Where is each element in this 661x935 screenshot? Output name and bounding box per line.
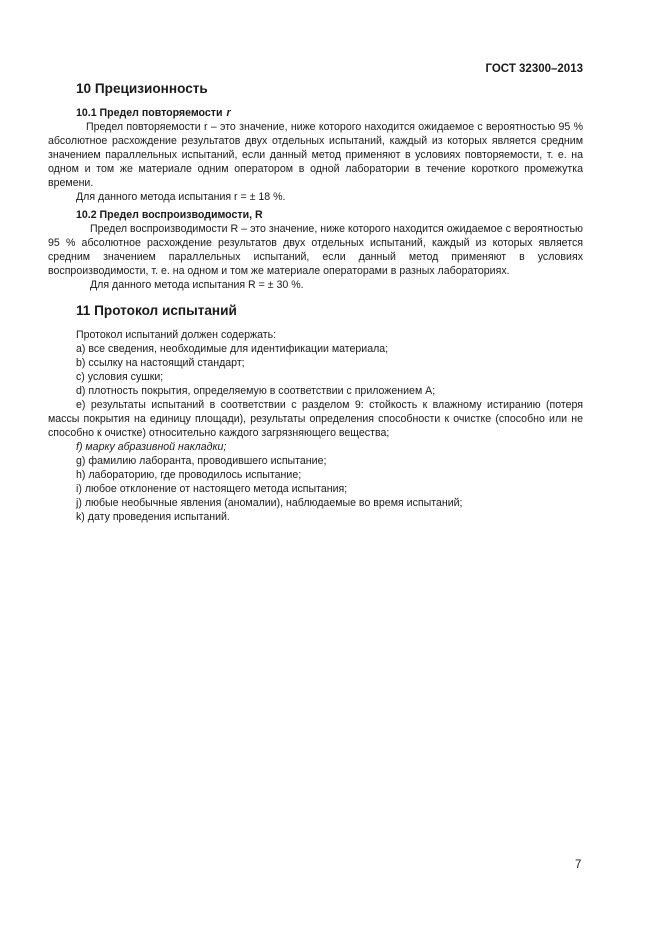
list-item: f) марку абразивной накладки; (76, 441, 227, 453)
list-item: b) ссылку на настоящий стандарт; (76, 357, 245, 369)
list-item: c) условия сушки; (76, 371, 164, 383)
list-item: e) результаты испытаний в соответствии с разделом 9: стойкость к влажному истиранию (потеря массы покрытия на единицу площади), результаты определения способности к очистке (способно или не способно к очистке) относительно каждого загрязняющего вещества; (48, 399, 583, 439)
standard-number: ГОСТ 32300–2013 (485, 63, 583, 75)
list-item: j) любые необычные явления (аномалии), наблюдаемые во время испытаний; (76, 497, 463, 509)
reproducibility-value: Для данного метода испытания R = ± 30 %. (90, 279, 304, 291)
repeatability-symbol: r (226, 107, 231, 119)
section-11-heading: 11 Протокол испытаний (76, 303, 237, 318)
section-10-1 (48, 106, 583, 204)
report-intro: Протокол испытаний должен содержать: (76, 329, 277, 341)
repeatability-value: Для данного метода испытания r = ± 18 %. (76, 191, 286, 203)
subsection-10-1-title: 10.1 Предел повторяемости (76, 107, 223, 119)
repeatability-definition: Предел повторяемости r – это значение, ниже которого находится ожидаемое с вероятностью 95 % абсолютное расхождение результатов двух отдельных испытаний, каждый из которых является средним значением параллельных испытаний, если данный метод применяют в условиях повторяемости, т. е. на одном и том же материале одним оператором в одной лаборатории в течение короткого промежутка времени. (48, 121, 583, 189)
reproducibility-definition: Предел воспроизводимости R – это значение, ниже которого находится ожидаемое с вероятностью 95 % абсолютное расхождение результатов двух отдельных испытаний, каждый из которых является средним значением параллельных испытаний, если данный метод применяют в условиях воспроизводимости, т. е. на одном и том же материале операторами в разных лабораториях. (48, 223, 583, 277)
report-contents-list (48, 328, 583, 524)
page-number: 7 (575, 859, 582, 871)
list-item: d) плотность покрытия, определяемую в соответствии с приложением А; (76, 385, 436, 397)
subsection-10-1-heading (76, 106, 583, 120)
section-10-heading: 10 Прецизионность (76, 81, 208, 96)
document-body (48, 80, 583, 524)
subsection-10-2-heading: 10.2 Предел воспроизводимости, R (76, 209, 263, 221)
list-item: k) дату проведения испытаний. (76, 511, 230, 523)
list-item: i) любое отклонение от настоящего метода испытания; (76, 483, 348, 495)
section-10-2 (48, 208, 583, 292)
list-item: g) фамилию лаборанта, проводившего испытание; (76, 455, 327, 467)
list-item: h) лабораторию, где проводилось испытание; (76, 469, 302, 481)
list-item: a) все сведения, необходимые для идентификации материала; (76, 343, 389, 355)
